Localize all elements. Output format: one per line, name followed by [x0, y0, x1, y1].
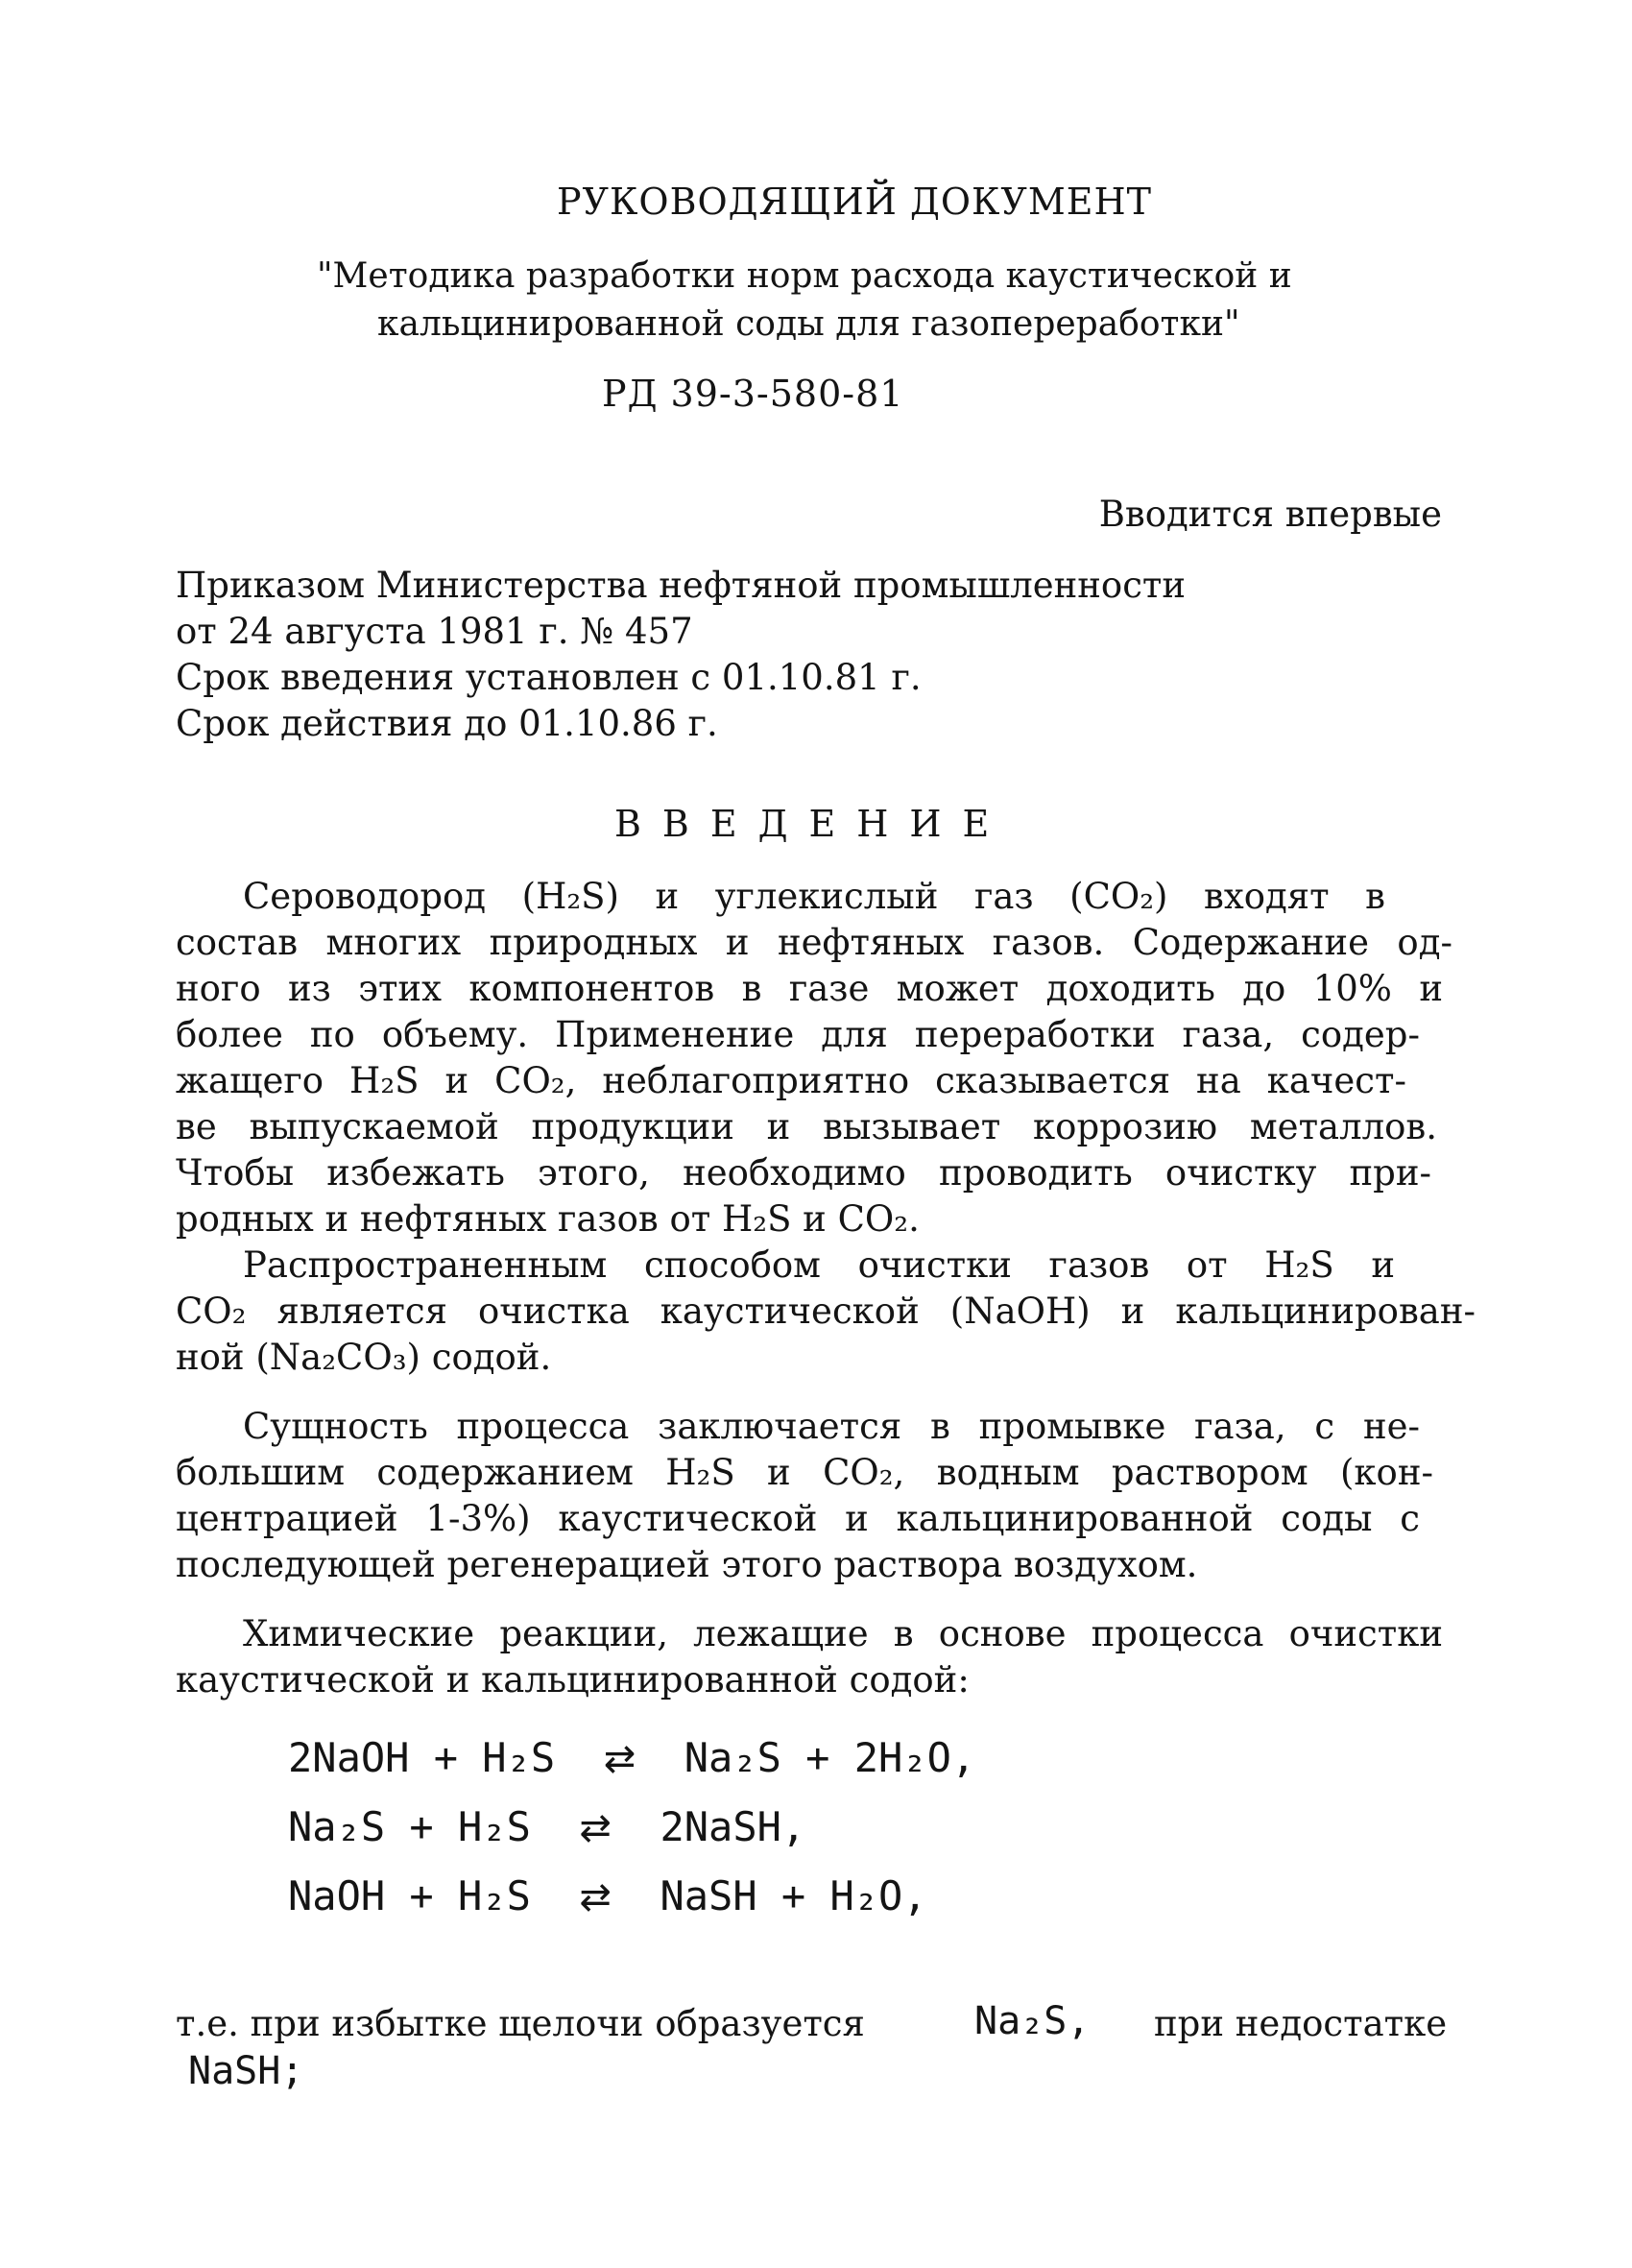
status-note: Вводится впервые	[1098, 494, 1442, 535]
order-line: от 24 августа 1981 г. № 457	[176, 611, 693, 652]
order-line: Приказом Министерства нефтяной промышленности	[176, 565, 1187, 606]
paragraph-line: центрацией 1-3%) каустической и кальцинированной соды с	[176, 1498, 1420, 1539]
paragraph-line: Чтобы избежать этого, необходимо проводить очистку при-	[176, 1152, 1431, 1194]
equilibrium-arrow-icon: ⇄	[579, 1875, 612, 1919]
equation-right: NaSH + H₂O,	[660, 1872, 927, 1919]
conclusion-formula: NaSH;	[188, 2049, 304, 2093]
paragraph-line: Сероводород (H₂S) и углекислый газ (CO₂) входят в	[243, 876, 1385, 917]
equation-row	[288, 1734, 975, 1781]
paragraph-line: более по объему. Применение для переработки газа, содер-	[176, 1014, 1420, 1055]
paragraph-line: большим содержанием H₂S и CO₂, водным раствором (кон-	[176, 1452, 1433, 1493]
section-title: ВВЕДЕНИЕ	[614, 803, 1011, 845]
equilibrium-arrow-icon: ⇄	[603, 1737, 636, 1781]
paragraph-line: CO₂ является очистка каустической (NaOH) и кальцинирован-	[176, 1291, 1476, 1332]
paragraph-line: последующей регенерацией этого раствора воздухом.	[176, 1544, 1198, 1585]
equation-right: 2NaSH,	[660, 1803, 806, 1850]
document-title: РУКОВОДЯЩИЙ ДОКУМЕНТ	[556, 181, 1153, 223]
order-line: Срок действия до 01.10.86 г.	[176, 703, 718, 744]
paragraph-line: ного из этих компонентов в газе может доходить до 10% и	[176, 968, 1443, 1009]
paragraph-line: Химические реакции, лежащие в основе процесса очистки	[243, 1613, 1443, 1654]
paragraph-line: ве выпускаемой продукции и вызывает коррозию металлов.	[176, 1106, 1437, 1147]
equation-right: Na₂S + 2H₂O,	[684, 1734, 976, 1781]
equation-left: Na₂S + H₂S	[288, 1803, 531, 1850]
conclusion-text: при недостатке	[1154, 2003, 1448, 2044]
paragraph-line: родных и нефтяных газов от H₂S и CO₂.	[176, 1198, 920, 1240]
equation-left: NaOH + H₂S	[288, 1872, 531, 1919]
paragraph-line: состав многих природных и нефтяных газов. Содержание од-	[176, 922, 1452, 963]
paragraph-line: Сущность процесса заключается в промывке газа, с не-	[243, 1406, 1420, 1447]
paragraph-line: ной (Na₂CO₃) содой.	[176, 1337, 552, 1378]
equation-row	[288, 1872, 927, 1919]
document-subtitle-line2: кальцинированной соды для газопереработки"	[377, 304, 1240, 344]
document-subtitle-line1: "Методика разработки норм расхода каустической и	[317, 256, 1292, 296]
conclusion-text: т.е. при избытке щелочи образуется	[176, 2003, 865, 2044]
equation-left: 2NaOH + H₂S	[288, 1734, 556, 1781]
paragraph-line: Распространенным способом очистки газов от H₂S и	[243, 1244, 1395, 1286]
equation-row	[288, 1803, 805, 1850]
paragraph-line: каустической и кальцинированной содой:	[176, 1659, 970, 1701]
conclusion-formula: Na₂S,	[974, 1999, 1091, 2043]
document-code: РД 39-3-580-81	[602, 373, 904, 415]
equilibrium-arrow-icon: ⇄	[579, 1806, 612, 1850]
order-line: Срок введения установлен с 01.10.81 г.	[176, 657, 922, 698]
paragraph-line: жащего H₂S и CO₂, неблагоприятно сказывается на качест-	[176, 1060, 1406, 1101]
